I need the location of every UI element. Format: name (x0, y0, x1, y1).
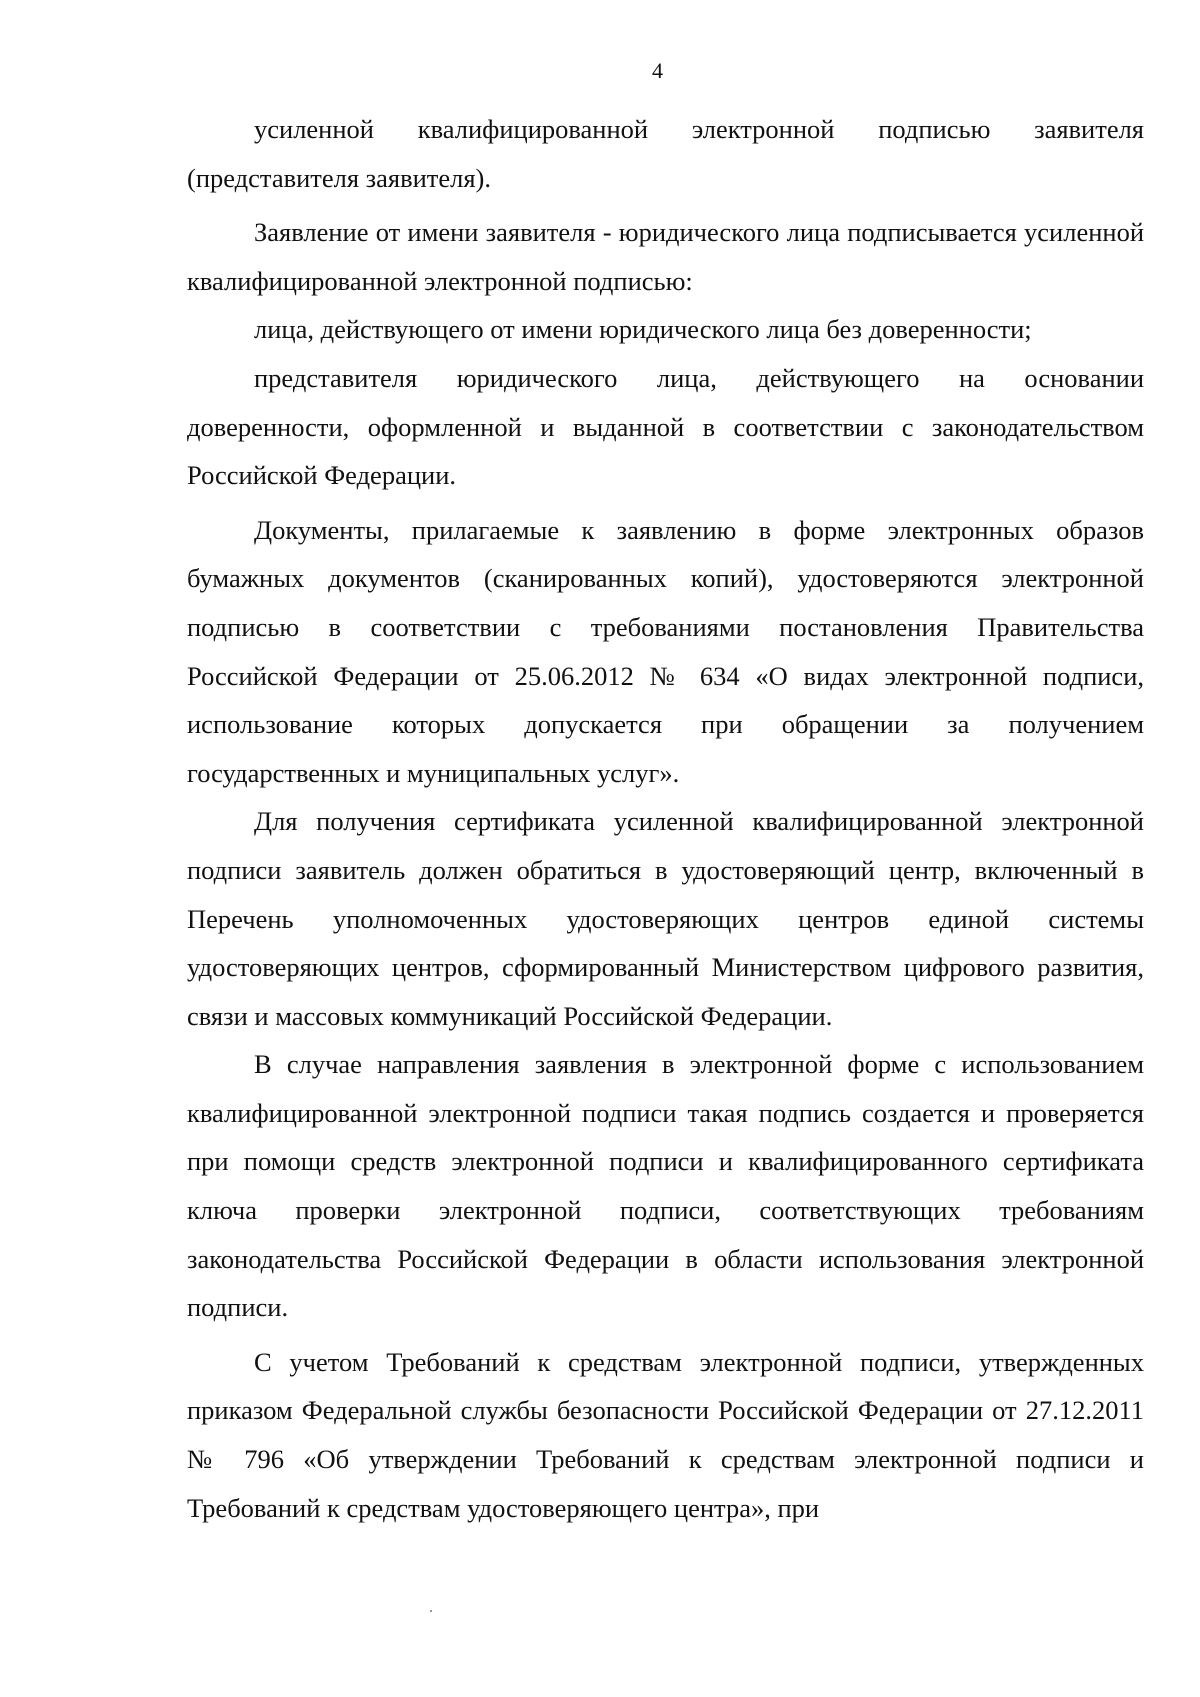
paragraph-certificate-obtaining: Для получения сертификата усиленной квалифицированной электронной подписи заявитель должен обратиться в удостоверяющий центр, включенный в Перечень уполномоченных удостоверяющих центров единой системы удостоверяющих центров, сформированный Министерством цифрового развития, связи и массовых коммуникаций Российской Федерации. (187, 806, 1144, 1031)
paragraph-electronic-application: В случае направления заявления в электронной форме с использованием квалифицированной электронной подписи такая подпись создается и проверяется при помощи средств электронной подписи и квалифицированного сертификата ключа проверки электронной подписи, соответствующих требованиям законодательства Российской Федерации в области использования электронной подписи. (187, 1049, 1144, 1323)
document-body (187, 105, 1144, 1532)
paragraph-person-without-power-of-attorney: лица, действующего от имени юридического лица без доверенности; (254, 314, 1032, 345)
paragraph-fsb-requirements: С учетом Требований к средствам электронной подписи, утвержденных приказом Федеральной службы безопасности Российской Федерации от 27.12.2011 № 796 «Об утверждении Требований к средствам электронной подписи и Требований к средствам удостоверяющего центра», при (187, 1346, 1144, 1523)
paragraph-continuation: усиленной квалифицированной электронной подписью заявителя (представителя заявителя). (187, 114, 1144, 193)
scan-speck (430, 1610, 432, 1612)
paragraph-representative-with-power-of-attorney: представителя юридического лица, действующего на основании доверенности, оформленной и выданной в соответствии с законодательством Российской Федерации. (187, 362, 1144, 491)
paragraph-attached-documents: Документы, прилагаемые к заявлению в форме электронных образов бумажных документов (сканированных копий), удостоверяются электронной подписью в соответствии с требованиями постановления Правительства Российской Федерации от 25.06.2012 № 634 «О видах электронной подписи, использование которых допускается при обращении за получением государственных и муниципальных услуг». (187, 514, 1144, 788)
paragraph-legal-entity-signature: Заявление от имени заявителя - юридического лица подписывается усиленной квалифицированной электронной подписью: (187, 217, 1144, 296)
page-number: 4 (652, 58, 663, 83)
